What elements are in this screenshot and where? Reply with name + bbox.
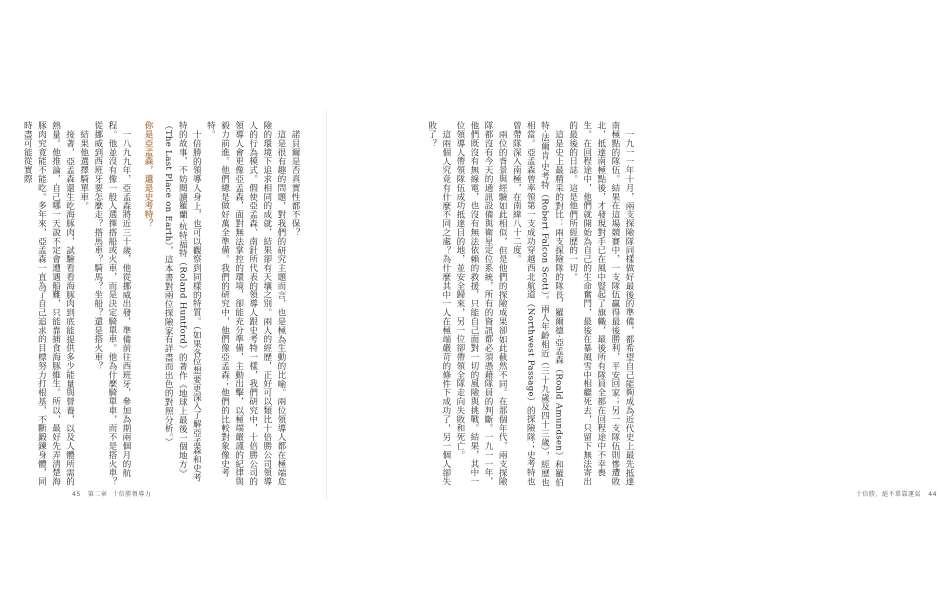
paragraph: 這是史上最精采的對比：兩支探險隊的隊長，羅爾德·亞孟森（Roald Amundsen）和羅伯特·法爾肯·史考特（Robert Falcon Scott）。兩人年齡相近（三十九歲及四十三歲），經歷也相當。亞孟森曾率領第一支成功穿越西北航道（Northwest Passage）的探險隊；史考特也曾帶隊深入南極，在南緯八十二度。	[511, 121, 564, 487]
paragraph: 一八九九年，亞孟森將近三十歲，他從挪威出發，準備前往西班牙，參加為期兩個月的航程。他並沒有像一般人選擇搭船或火車，而是決定騎單車。他為什麼騎單車，而不是搭火車？從挪威到西班牙要怎麼走？搭馬車？騎馬？坐船？還是搭火車？	[92, 121, 131, 486]
paragraph: 一九一一年十月，兩支探險隊同樣做好最後的準備，都希望自己能夠成為近代史上最先抵達南極點的隊伍。結果在這場競賽中，一支隊伍贏得最後勝利，平安回家；另一支隊伍則慘遭敗北，抵達南極點後，才發現對手已在風中豎起了旗幟，最後所有隊員全都在回程途中不幸喪生。在回程途中，他們就開始為自己的生命奮鬥，最後在暴風雪中相繼死去，只留下無法寄出的最後的日誌。這是他們所經歷的一切。	[567, 121, 634, 486]
paragraph: 兩位的背景與經驗如此相似，但是他們的探險成果卻如此截然不同。在那個年代，兩支探險隊都沒有今天的通訊設備與衛星定位系統，所有的資訊都必須憑藉隊員的判斷。一九一一年，他們既沒有無線電，也沒有無法依賴的救援，只能自己面對一切的風險與挑戰。結果，其中一位領導人帶領隊伍成功抵達目的地，並安全歸來，另一位卻帶領全隊走向失敗和死亡。	[454, 121, 508, 486]
paragraph: 十倍勝的領導人身上，也可以觀察到同樣的特質。（如果各位想要更深入了解亞孟森和史考特的故事，不妨閱讀羅蘭·杭特福特（Roland Huntford）的著作《地球上最後一個地方》（The Last Place on Earth），這本書對兩位探險家有詳盡而出色的對照分析。）	[163, 121, 202, 482]
paragraph: 這兩個人究竟有什麼不同之處？為什麼其中一人在極端嚴苛的條件下成功了，另一個人卻失敗了？	[426, 121, 451, 486]
left-folio	[72, 489, 151, 498]
chapter-label: 第二章	[87, 491, 108, 498]
chapter-title: 十倍勝領導力	[112, 491, 152, 498]
right-page-body	[369, 121, 636, 487]
paragraph: 諾貝爾是否真實性都不保？	[290, 129, 300, 237]
page-number: 45	[72, 491, 81, 498]
section-heading: 你是亞孟森，還是史考特？	[143, 121, 154, 228]
page-number: 44	[928, 491, 937, 498]
right-page	[327, 0, 937, 609]
running-title: 十倍勝，絕不單靠運氣	[856, 491, 922, 498]
paragraph: 這是很有趣的問題，對我們的研究主題而言，也是極為生動的比喻。兩位領導人都在極端危險的環境下追求相同的成就，結果卻有天壤之別。兩人的經歷，正好可以類比十倍勝公司領導人的行為模式。假使亞孟森、南針所代表的領導人跟史考特一樣，我們研究中，十倍勝公司的領導人會更像亞孟森，面對無法掌控的環境，卻能充分準備，主動出擊，以極端嚴謹的紀律與毅力前進。他們總是做好萬全準備。我們的研究中，他們像亞孟森；他們的比較對象像史考特。	[205, 121, 286, 486]
left-page	[0, 0, 327, 609]
paragraph: 接著，亞孟森還生吃海豚肉，試驗看看海豚肉到底能提供多少能量與營養，以及人體所需的熱量。他推論，自己哪一天說不定會遭遇船難，只能靠捕食海豚維生。所以，最好先弄清楚海豚肉究竟能不能吃。多年來，亞孟森一直為了自己追求的目標努力打根基，不斷鍛鍊身體，同時盡可能從實際	[22, 121, 75, 486]
left-page-body	[22, 121, 302, 487]
paragraph: 結果他選擇騎單車。	[78, 129, 89, 210]
right-folio	[856, 489, 937, 498]
